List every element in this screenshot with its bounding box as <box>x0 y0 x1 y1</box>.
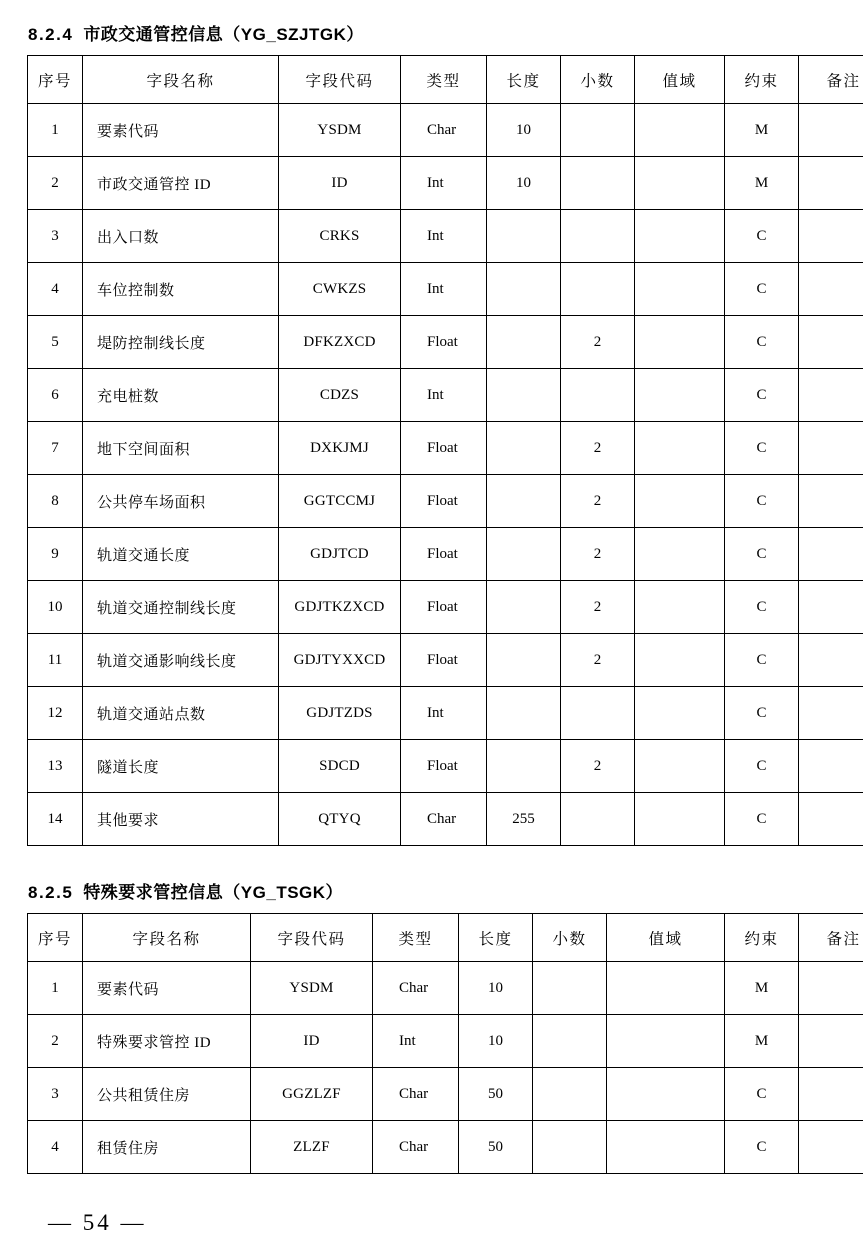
cell-code: YSDM <box>251 962 373 1015</box>
cell-remark <box>799 528 863 581</box>
column-header-length: 长度 <box>487 56 561 104</box>
spec-table-szjtgk <box>27 55 863 846</box>
cell-name: 公共租赁住房 <box>83 1068 251 1121</box>
section-heading-tsgk <box>28 878 837 903</box>
table-row <box>28 422 863 475</box>
table-row <box>28 316 863 369</box>
cell-length <box>487 263 561 316</box>
cell-length: 10 <box>487 157 561 210</box>
cell-code: ID <box>279 157 401 210</box>
cell-decimal <box>561 793 635 846</box>
cell-type: Int <box>401 210 487 263</box>
cell-domain <box>635 157 725 210</box>
cell-domain <box>607 1015 725 1068</box>
cell-name: 公共停车场面积 <box>83 475 279 528</box>
table-header-row <box>28 56 863 104</box>
cell-constraint: C <box>725 1121 799 1174</box>
cell-name: 要素代码 <box>83 104 279 157</box>
cell-name: 车位控制数 <box>83 263 279 316</box>
section-number: 8.2.5 <box>28 883 74 902</box>
cell-type: Int <box>401 157 487 210</box>
cell-code: GGTCCMJ <box>279 475 401 528</box>
section-title: 市政交通管控信息（YG_SZJTGK） <box>83 25 364 44</box>
cell-no: 2 <box>28 1015 83 1068</box>
cell-length: 255 <box>487 793 561 846</box>
table-row <box>28 962 863 1015</box>
cell-name: 轨道交通控制线长度 <box>83 581 279 634</box>
table-row <box>28 581 863 634</box>
cell-remark <box>799 740 863 793</box>
table-row <box>28 687 863 740</box>
table-header-row <box>28 914 863 962</box>
cell-decimal <box>561 263 635 316</box>
cell-remark <box>799 962 863 1015</box>
column-header-type: 类型 <box>401 56 487 104</box>
cell-constraint: M <box>725 962 799 1015</box>
cell-no: 13 <box>28 740 83 793</box>
cell-name: 地下空间面积 <box>83 422 279 475</box>
cell-remark <box>799 104 863 157</box>
cell-type: Float <box>401 634 487 687</box>
table-row <box>28 528 863 581</box>
cell-code: GDJTYXXCD <box>279 634 401 687</box>
cell-domain <box>635 210 725 263</box>
cell-code: ZLZF <box>251 1121 373 1174</box>
cell-code: GDJTKZXCD <box>279 581 401 634</box>
cell-constraint: M <box>725 1015 799 1068</box>
cell-type: Float <box>401 581 487 634</box>
cell-no: 2 <box>28 157 83 210</box>
cell-domain <box>607 1121 725 1174</box>
column-header-name: 字段名称 <box>83 56 279 104</box>
cell-decimal <box>561 687 635 740</box>
table-row <box>28 634 863 687</box>
column-header-name: 字段名称 <box>83 914 251 962</box>
cell-type: Int <box>401 687 487 740</box>
cell-constraint: C <box>725 263 799 316</box>
cell-no: 1 <box>28 962 83 1015</box>
column-header-decimal: 小数 <box>533 914 607 962</box>
cell-code: ID <box>251 1015 373 1068</box>
cell-domain <box>635 687 725 740</box>
cell-code: SDCD <box>279 740 401 793</box>
cell-no: 14 <box>28 793 83 846</box>
cell-decimal: 2 <box>561 634 635 687</box>
cell-name: 出入口数 <box>83 210 279 263</box>
section-spacer <box>26 846 837 872</box>
cell-domain <box>635 793 725 846</box>
cell-length <box>487 528 561 581</box>
cell-name: 其他要求 <box>83 793 279 846</box>
cell-code: CDZS <box>279 369 401 422</box>
cell-constraint: C <box>725 210 799 263</box>
cell-no: 6 <box>28 369 83 422</box>
cell-remark <box>799 422 863 475</box>
cell-type: Float <box>401 475 487 528</box>
cell-length <box>487 369 561 422</box>
cell-remark <box>799 1068 863 1121</box>
cell-name: 要素代码 <box>83 962 251 1015</box>
cell-remark <box>799 687 863 740</box>
column-header-no: 序号 <box>28 56 83 104</box>
cell-constraint: C <box>725 316 799 369</box>
cell-remark <box>799 1015 863 1068</box>
table-row <box>28 793 863 846</box>
cell-length <box>487 634 561 687</box>
cell-type: Int <box>401 369 487 422</box>
column-header-domain: 值域 <box>635 56 725 104</box>
cell-length: 10 <box>487 104 561 157</box>
table-row <box>28 369 863 422</box>
section-heading-szjtgk <box>28 20 837 45</box>
cell-name: 轨道交通长度 <box>83 528 279 581</box>
cell-decimal <box>533 962 607 1015</box>
cell-code: DFKZXCD <box>279 316 401 369</box>
cell-remark <box>799 157 863 210</box>
cell-constraint: C <box>725 634 799 687</box>
cell-constraint: C <box>725 1068 799 1121</box>
table-row <box>28 740 863 793</box>
cell-no: 4 <box>28 263 83 316</box>
cell-decimal <box>561 104 635 157</box>
cell-name: 租赁住房 <box>83 1121 251 1174</box>
table-row <box>28 1015 863 1068</box>
cell-no: 4 <box>28 1121 83 1174</box>
cell-type: Char <box>373 1121 459 1174</box>
column-header-code: 字段代码 <box>251 914 373 962</box>
cell-type: Int <box>373 1015 459 1068</box>
cell-domain <box>635 104 725 157</box>
cell-length <box>487 422 561 475</box>
cell-remark <box>799 634 863 687</box>
cell-decimal <box>533 1015 607 1068</box>
cell-code: GDJTCD <box>279 528 401 581</box>
cell-remark <box>799 1121 863 1174</box>
cell-decimal: 2 <box>561 740 635 793</box>
cell-type: Float <box>401 740 487 793</box>
cell-remark <box>799 210 863 263</box>
table-row <box>28 1121 863 1174</box>
column-header-type: 类型 <box>373 914 459 962</box>
cell-length <box>487 687 561 740</box>
cell-length <box>487 475 561 528</box>
column-header-no: 序号 <box>28 914 83 962</box>
cell-domain <box>635 740 725 793</box>
cell-length: 50 <box>459 1068 533 1121</box>
section-tsgk <box>26 878 861 1174</box>
cell-name: 充电桩数 <box>83 369 279 422</box>
cell-code: QTYQ <box>279 793 401 846</box>
cell-type: Float <box>401 528 487 581</box>
cell-constraint: C <box>725 687 799 740</box>
cell-code: CWKZS <box>279 263 401 316</box>
cell-no: 7 <box>28 422 83 475</box>
cell-decimal: 2 <box>561 475 635 528</box>
cell-length: 50 <box>459 1121 533 1174</box>
table-row <box>28 104 863 157</box>
cell-type: Char <box>373 1068 459 1121</box>
table-row <box>28 210 863 263</box>
cell-no: 12 <box>28 687 83 740</box>
column-header-length: 长度 <box>459 914 533 962</box>
cell-remark <box>799 369 863 422</box>
column-header-code: 字段代码 <box>279 56 401 104</box>
cell-remark <box>799 475 863 528</box>
cell-decimal <box>533 1068 607 1121</box>
cell-remark <box>799 263 863 316</box>
cell-constraint: M <box>725 157 799 210</box>
cell-decimal <box>561 369 635 422</box>
cell-no: 9 <box>28 528 83 581</box>
cell-code: YSDM <box>279 104 401 157</box>
column-header-constraint: 约束 <box>725 56 799 104</box>
cell-type: Char <box>401 104 487 157</box>
cell-constraint: C <box>725 369 799 422</box>
cell-length: 10 <box>459 962 533 1015</box>
cell-constraint: C <box>725 793 799 846</box>
cell-domain <box>607 962 725 1015</box>
table-row <box>28 1068 863 1121</box>
cell-decimal <box>533 1121 607 1174</box>
cell-no: 1 <box>28 104 83 157</box>
cell-type: Int <box>401 263 487 316</box>
column-header-domain: 值域 <box>607 914 725 962</box>
cell-code: GDJTZDS <box>279 687 401 740</box>
cell-type: Float <box>401 316 487 369</box>
cell-domain <box>635 528 725 581</box>
cell-remark <box>799 316 863 369</box>
cell-domain <box>635 634 725 687</box>
cell-name: 市政交通管控 ID <box>83 157 279 210</box>
cell-name: 特殊要求管控 ID <box>83 1015 251 1068</box>
cell-code: GGZLZF <box>251 1068 373 1121</box>
cell-no: 10 <box>28 581 83 634</box>
cell-constraint: C <box>725 422 799 475</box>
section-title: 特殊要求管控信息（YG_TSGK） <box>83 883 344 902</box>
cell-constraint: C <box>725 740 799 793</box>
cell-remark <box>799 581 863 634</box>
cell-length <box>487 316 561 369</box>
spec-table-tsgk <box>27 913 863 1174</box>
cell-decimal: 2 <box>561 316 635 369</box>
cell-decimal: 2 <box>561 528 635 581</box>
cell-domain <box>635 369 725 422</box>
cell-name: 轨道交通影响线长度 <box>83 634 279 687</box>
cell-domain <box>635 422 725 475</box>
table-row <box>28 157 863 210</box>
cell-type: Char <box>373 962 459 1015</box>
table-row <box>28 263 863 316</box>
cell-code: CRKS <box>279 210 401 263</box>
cell-name: 堤防控制线长度 <box>83 316 279 369</box>
cell-remark <box>799 793 863 846</box>
cell-constraint: C <box>725 475 799 528</box>
cell-domain <box>607 1068 725 1121</box>
cell-length <box>487 210 561 263</box>
cell-code: DXKJMJ <box>279 422 401 475</box>
cell-decimal: 2 <box>561 422 635 475</box>
cell-no: 3 <box>28 210 83 263</box>
cell-constraint: M <box>725 104 799 157</box>
cell-type: Char <box>401 793 487 846</box>
cell-length: 10 <box>459 1015 533 1068</box>
cell-domain <box>635 475 725 528</box>
cell-decimal <box>561 157 635 210</box>
cell-no: 11 <box>28 634 83 687</box>
table-row <box>28 475 863 528</box>
cell-domain <box>635 581 725 634</box>
column-header-constraint: 约束 <box>725 914 799 962</box>
cell-decimal <box>561 210 635 263</box>
column-header-remark: 备注 <box>799 914 863 962</box>
section-szjtgk <box>26 20 861 846</box>
cell-name: 轨道交通站点数 <box>83 687 279 740</box>
cell-name: 隧道长度 <box>83 740 279 793</box>
cell-decimal: 2 <box>561 581 635 634</box>
cell-no: 3 <box>28 1068 83 1121</box>
page-number: — 54 — <box>48 1210 147 1235</box>
cell-domain <box>635 263 725 316</box>
cell-constraint: C <box>725 581 799 634</box>
cell-no: 5 <box>28 316 83 369</box>
section-number: 8.2.4 <box>28 25 74 44</box>
cell-type: Float <box>401 422 487 475</box>
cell-no: 8 <box>28 475 83 528</box>
column-header-decimal: 小数 <box>561 56 635 104</box>
cell-domain <box>635 316 725 369</box>
cell-length <box>487 740 561 793</box>
cell-constraint: C <box>725 528 799 581</box>
cell-length <box>487 581 561 634</box>
column-header-remark: 备注 <box>799 56 863 104</box>
